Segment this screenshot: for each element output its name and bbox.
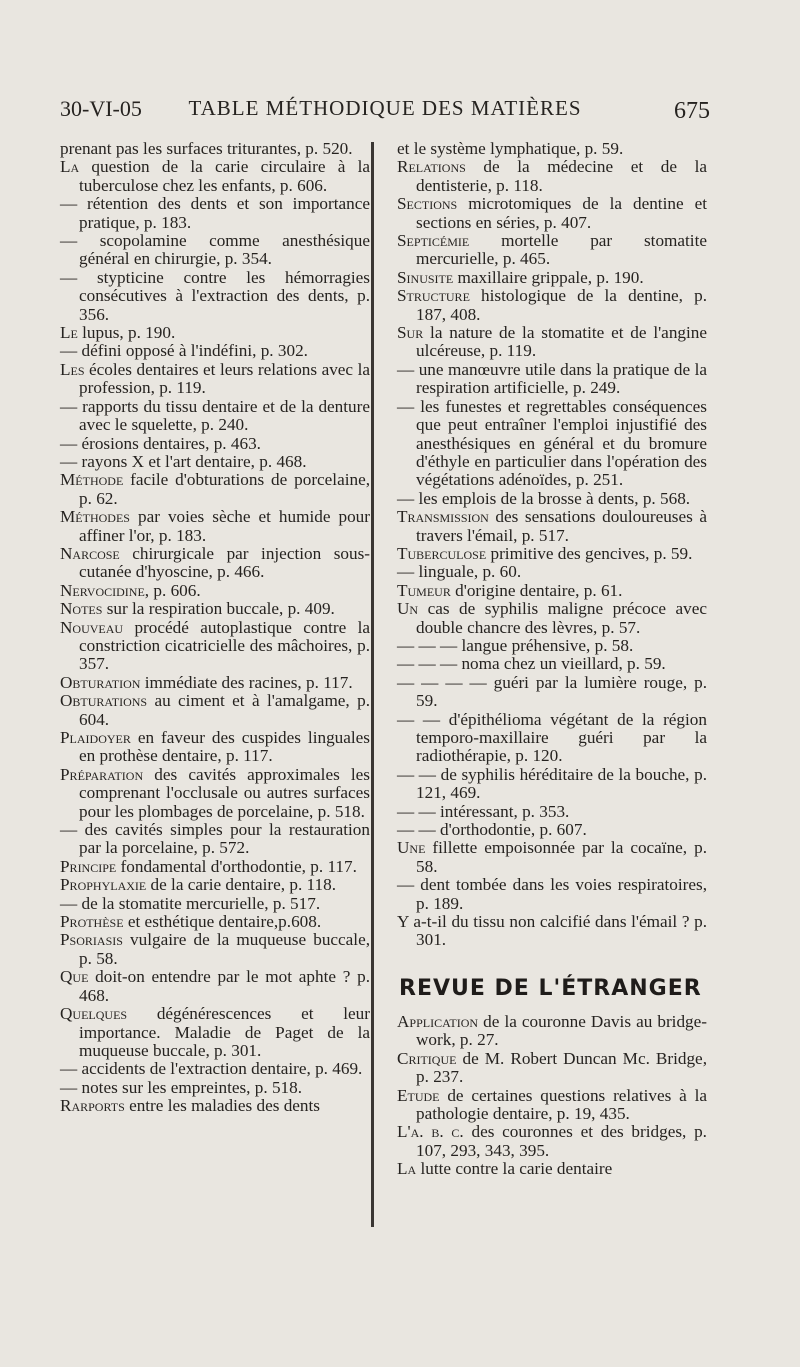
entry-text: dégénérescences et leur importance. Maladie de Paget de la muqueuse buccale, p. 301. [79,1004,370,1060]
entry-lead-word: La [60,157,80,177]
index-entry [60,858,370,876]
index-entry [397,1050,707,1087]
entry-lead-word: Nervocidine [60,580,145,600]
index-entry [397,508,707,545]
index-entry [60,619,370,674]
entry-lead-word: Prothèse [60,912,124,932]
index-entry [60,876,370,894]
entry-text: de la carie dentaire, p. 118. [146,875,337,895]
entry-text: maxillaire grippale, p. 190. [453,267,644,287]
entry-lead-word: Structure [397,286,470,306]
index-entry [60,1005,370,1060]
entry-text: procédé autoplastique contre la constriction cicatricielle des mâchoires, p. 357. [79,617,370,674]
entry-text: entre les maladies des dents [124,1096,320,1116]
index-entry [397,1123,707,1160]
entry-text: question de la carie circulaire à la tuberculose chez les enfants, p. 606. [79,157,370,195]
entry-text: cas de syphilis maligne précoce avec double chancre des lèvres, p. 57. [416,599,707,637]
entry-text: — scopolamine comme anesthésique général en chirurgie, p. 354. [60,231,370,269]
entry-text: fillette empoisonnée par la cocaïne, p. 58. [416,838,707,876]
entry-lead-word: Nouveau [60,617,124,637]
header-date: 30-VI-05 [60,96,142,121]
entry-text: lutte contre la carie dentaire [416,1159,613,1179]
index-entry [60,821,370,858]
index-entry [397,140,707,158]
index-entry [60,1079,370,1097]
entry-text: de M. Robert Duncan Mc. Bridge, p. 237. [416,1048,707,1087]
index-entry [397,766,707,803]
entry-lead-word: Tuberculose [397,543,487,563]
index-entry [397,361,707,398]
index-entry [60,453,370,471]
entry-text: vulgaire de la muqueuse buccale, p. 58. [79,930,370,968]
index-entry [60,1097,370,1115]
entry-text: — — — langue préhensive, p. 58. [397,635,634,655]
entry-text: — notes sur les empreintes, p. 518. [60,1077,303,1097]
index-entry [60,158,370,195]
entry-lead-word: Sur [397,323,424,343]
entry-text: — de la stomatite mercurielle, p. 517. [60,893,321,913]
index-entry [60,269,370,324]
entry-text: — des cavités simples pour la restauration par la porcelaine, p. 572. [60,820,370,858]
entry-text: Y a-t-il du tissu non calcifié dans l'émail ? p. 301. [397,912,707,950]
index-entry [60,140,370,158]
index-entry [397,655,707,673]
index-entry [397,637,707,655]
index-entry [60,913,370,931]
entry-text: chirurgicale par injection sous-cutanée d'hyoscine, p. 466. [79,543,370,582]
entry-lead-word: Les [60,359,85,379]
entry-lead-word: Prophylaxie [60,875,147,895]
entry-text: en faveur des cuspides linguales en prothèse dentaire, p. 117. [79,728,370,766]
index-entry [60,729,370,766]
entry-text: de certaines questions relatives à la pathologie dentaire, p. 19, 435. [416,1085,707,1123]
entry-text: d'origine dentaire, p. 61. [450,580,623,600]
entry-text: des couronnes et des bridges, p. 107, 293, 343, 395. [416,1122,707,1160]
entry-text: la nature de la stomatite et de l'angine ulcéreuse, p. 119. [416,323,707,361]
index-entry [397,563,707,581]
section-title: REVUE DE L'ÉTRANGER [399,975,702,1001]
index-entry [397,287,707,324]
entry-lead-word: Critique [397,1048,457,1068]
entry-text: de la couronne Davis au bridge-work, p. 27. [416,1011,707,1050]
index-entry [60,435,370,453]
entry-text: écoles dentaires et leurs relations avec la profession, p. 119. [79,359,370,398]
entry-lead-word: Méthode [60,470,124,490]
entry-text: mortelle par stomatite mercurielle, p. 465. [416,231,707,269]
entry-text: lupus, p. 190. [77,323,176,343]
right-column-foreign-entries [397,1013,707,1179]
entry-text: — — — — guéri par la lumière rouge, p. 59. [397,672,707,711]
entry-text: , p. 606. [144,580,201,600]
index-entry [397,398,707,490]
entry-text: — rétention des dents et son importance pratique, p. 183. [60,194,370,232]
header-title: TABLE MÉTHODIQUE DES MATIÈRES [188,96,582,120]
entry-text: — — intéressant, p. 353. [397,801,570,821]
index-entry [60,471,370,508]
entry-text: primitive des gencives, p. 59. [486,543,693,563]
entry-text: sur la respiration buccale, p. 409. [102,599,335,619]
entry-text: — rapports du tissu dentaire et de la denture avec le squelette, p. 240. [60,396,370,435]
index-entry [397,582,707,600]
index-entry [60,674,370,692]
entry-text: — une manœuvre utile dans la pratique de la respiration artificielle, p. 249. [397,359,707,398]
entry-lead-word: Transmission [397,507,489,527]
index-entry [397,545,707,563]
entry-text: — les funestes et regrettables conséquences que peut entraîner l'emploi injustifié des anesthésiques en général et du bromure d'éthyle en particulier dans l'opération des végétations adénoïdes, p. 251. [397,396,707,490]
index-entry [60,361,370,398]
entry-text: fondamental d'orthodontie, p. 117. [116,856,357,876]
index-entry [60,342,370,360]
index-entry [397,913,707,950]
entry-lead-word: La [397,1159,417,1179]
index-entry [397,232,707,269]
index-entry [397,674,707,711]
index-entry [60,582,370,600]
entry-text: — érosions dentaires, p. 463. [60,433,261,453]
index-entry [60,766,370,821]
index-entry [60,324,370,342]
entry-lead-word: Un [397,599,419,619]
index-entry [60,545,370,582]
entry-lead-word: Plaidoyer [60,728,131,747]
entry-text: — — — noma chez un vieillard, p. 59. [397,654,666,674]
index-entry [397,821,707,839]
index-entry [397,324,707,361]
entry-lead-word: Obturation [60,672,141,692]
entry-text: — rayons X et l'art dentaire, p. 468. [60,451,307,471]
entry-text: — dent tombée dans les voies respiratoires, p. 189. [397,875,707,913]
entry-text: — — de syphilis héréditaire de la bouche, p. 121, 469. [397,764,707,803]
entry-lead-word: Sinusite [397,267,454,287]
entry-lead-word: Septicémie [397,231,470,251]
index-entry [397,600,707,637]
entry-lead-word: Principe [60,856,117,876]
entry-lead-word: L'a. b. c. [397,1122,464,1142]
index-entry [397,195,707,232]
entry-lead-word: Tumeur [397,580,451,600]
entry-lead-word: Notes [60,599,103,619]
index-entry [397,158,707,195]
index-entry [60,232,370,269]
index-entry [60,968,370,1005]
index-entry [397,490,707,508]
index-entry [397,876,707,913]
entry-text: doit-on entendre par le mot aphte ? p. 468. [79,967,370,1005]
index-entry [60,895,370,913]
entry-text: — stypticine contre les hémorragies consécutives à l'extraction des dents, p. 356. [60,267,370,324]
entry-text: par voies sèche et humide pour affiner l'or, p. 183. [79,507,370,545]
index-entry [60,931,370,968]
index-entry [60,692,370,729]
entry-lead-word: Rarports [60,1096,125,1116]
index-entry [397,1013,707,1050]
page-number: 675 [674,98,710,124]
entry-text: — défini opposé à l'indéfini, p. 302. [60,341,308,361]
entry-text: microtomiques de la dentine et sections en séries, p. 407. [416,194,707,232]
entry-lead-word: Relations [397,157,466,177]
entry-text: facile d'obturations de porcelaine, p. 62. [79,470,370,508]
index-entry [397,803,707,821]
entry-text: de la médecine et de la dentisterie, p. 118. [416,157,707,195]
entry-text: des cavités approximales les comprenant l'occlusale ou autres surfaces pour les plombages de porcelaine, p. 518. [79,764,370,821]
entry-lead-word: Que [60,967,89,987]
right-column-entries [397,140,707,950]
entry-text: — linguale, p. 60. [397,562,522,582]
entry-lead-word: Narcose [60,543,120,563]
entry-text: — — d'orthodontie, p. 607. [397,820,587,840]
index-entry [397,711,707,766]
entry-text: immédiate des racines, p. 117. [140,672,353,692]
entry-lead-word: Sections [397,194,458,214]
index-entry [397,1160,707,1178]
index-entry [397,839,707,876]
entry-text: au ciment et à l'amalgame, p. 604. [79,691,370,729]
entry-text: des sensations douloureuses à travers l'émail, p. 517. [416,507,707,545]
entry-lead-word: Psoriasis [60,930,123,950]
entry-text: — les emplois de la brosse à dents, p. 568. [397,488,691,508]
entry-lead-word: Préparation [60,764,144,784]
right-column [397,140,707,1179]
index-entry [60,195,370,232]
entry-lead-word: Une [397,838,426,858]
entry-text: et esthétique dentaire,p.608. [123,912,322,932]
entry-text: — — d'épithélioma végétant de la région temporo-maxillaire guéri par la radiothérapie, p. 120. [397,709,707,766]
left-column [60,140,370,1116]
entry-lead-word: Quelques [60,1004,128,1024]
index-entry [60,398,370,435]
entry-lead-word: Application [397,1011,479,1031]
index-entry [397,1087,707,1124]
index-entry [397,269,707,287]
index-entry [60,1060,370,1078]
index-entry [60,508,370,545]
index-entry [60,600,370,618]
entry-text: — accidents de l'extraction dentaire, p. 469. [60,1059,363,1079]
entry-text: histologique de la dentine, p. 187, 408. [416,286,707,324]
entry-text: et le système lymphatique, p. 59. [397,139,624,158]
running-header [60,96,710,132]
entry-text: prenant pas les surfaces triturantes, p. 520. [60,139,353,158]
entry-lead-word: Méthodes [60,507,130,527]
entry-lead-word: Obturations [60,691,148,711]
column-rule [371,142,374,1227]
entry-lead-word: Etude [397,1085,440,1105]
entry-lead-word: Le [60,323,78,343]
